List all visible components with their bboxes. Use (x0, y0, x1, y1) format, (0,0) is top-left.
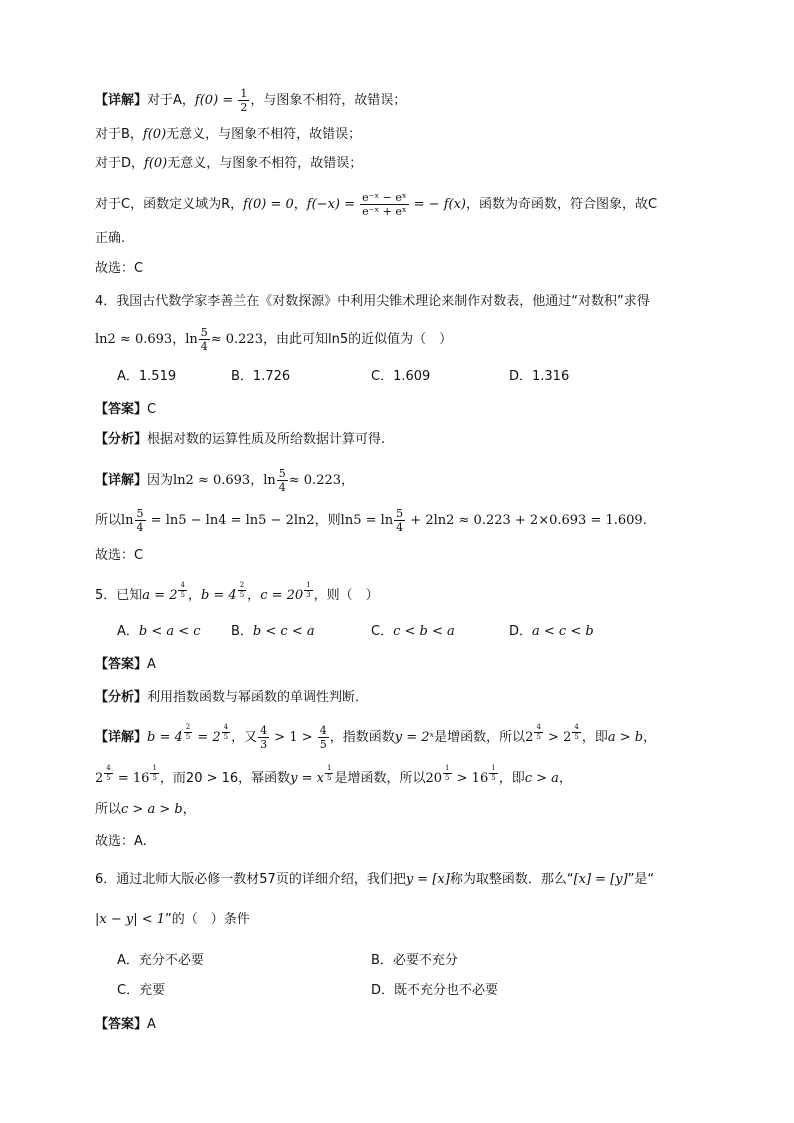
detail-tag: 【详解】 (95, 93, 148, 108)
q3-detail-a: 【详解】对于A，f(0) = $\frac{1}{2}$ ，与图象不相符，故错误； (95, 87, 407, 114)
q4-stem-line2: ln2 ≈ 0.693，ln $\frac{5}{4}$ ≈ 0.223，由此可知ln5的近似值为（ ） (95, 326, 453, 353)
fraction-five-fourths: $\frac{5}{4}$ (200, 326, 208, 353)
q5-option-c[interactable]: C．c < b < a (371, 624, 455, 639)
q3-answer-line: 故选：C (95, 261, 144, 276)
q5-detail-line1: 【详解】b = 4 $^{\frac{2}{5}}$ = 2 $^{\frac{4}{5}}$ ，又 $\frac{4}{3}$ > 1 > $\frac{4}{5}$ ，指数函数y = 2ˣ是增函数，所以2 $^{\frac{4}{5}}$ > 2 $^{\frac{4}{5}}$ ，即a > b， (95, 723, 657, 751)
q5-detail-line2: 2 $^{\frac{4}{5}}$ = 16 $^{\frac{1}{5}}$ ，而20 > 16，幂函数y = x $^{\frac{1}{5}}$ 是增函数，所以20 $^{\frac{1}{5}}$ > 16 $^{\frac{1}{5}}$ ，即c > a， (95, 764, 572, 786)
q6-stem-line1: 6．通过北师大版必修一教材57页的详细介绍，我们把y = [x]称为取整函数．那么“[x] = [y]”是“ (95, 872, 655, 887)
fraction-one-half: $\frac{1}{2}$ (240, 87, 248, 114)
q6-stem-line2: |x − y| < 1”的（ ）条件 (95, 912, 250, 927)
q5-option-d[interactable]: D．a < c < b (509, 624, 594, 639)
q3-detail-c: 对于C，函数定义域为R，f(0) = 0，f(−x) = $\frac{\text{e⁻ˣ − eˣ}}{\text{e⁻ˣ + eˣ}}$ = − f(x)，函数为奇函数，符合图象，故C (95, 191, 658, 218)
odd-fraction: $\frac{\text{e⁻ˣ − eˣ}}{\text{e⁻ˣ + eˣ}}$ (362, 191, 407, 218)
q5-stem: 5．已知a = 2 $^{\frac{4}{5}}$ ，b = 4 $^{\frac{2}{5}}$ ，c = 20 $^{\frac{1}{3}}$ ，则（ ） (95, 581, 379, 603)
q4-detail-line1: 【详解】因为ln2 ≈ 0.693，ln $\frac{5}{4}$ ≈ 0.223， (95, 467, 355, 494)
q5-analysis: 【分析】利用指数函数与幂函数的单调性判断． (95, 690, 369, 705)
q4-option-a[interactable]: A．1.519 (117, 369, 177, 384)
q4-option-c[interactable]: C．1.609 (371, 369, 431, 384)
q5-option-a[interactable]: A．b < a < c (117, 624, 201, 639)
q6-option-d[interactable]: D．既不充分也不必要 (371, 983, 499, 998)
q4-option-d[interactable]: D．1.316 (509, 369, 570, 384)
q4-answer-line: 故选：C (95, 548, 144, 563)
q4-stem-line1: 4．我国古代数学家李善兰在《对数探源》中利用尖锥术理论来制作对数表，他通过“对数积”求得 (95, 294, 650, 309)
q3-detail-d: 对于D，f(0)无意义，与图象不相符，故错误； (95, 156, 363, 171)
q5-answer: 【答案】A (95, 657, 156, 672)
q3-detail-c-line2: 正确. (95, 231, 126, 246)
q5-detail-line3: 所以c > a > b， (95, 802, 196, 817)
q6-option-a[interactable]: A．充分不必要 (117, 953, 204, 968)
q6-option-c[interactable]: C．充要 (117, 983, 166, 998)
q5-option-b[interactable]: B．b < c < a (231, 624, 315, 639)
q4-answer: 【答案】C (95, 402, 157, 417)
q6-option-b[interactable]: B．必要不充分 (371, 953, 458, 968)
q3-detail-b: 对于B，f(0)无意义，与图象不相符，故错误； (95, 127, 362, 142)
q4-detail-line2: 所以ln $\frac{5}{4}$ = ln5 − ln4 = ln5 − 2ln2，则ln5 = ln $\frac{5}{4}$ + 2ln2 ≈ 0.223 + 2×0.693 = 1.609. (95, 507, 647, 534)
q4-option-b[interactable]: B．1.726 (231, 369, 291, 384)
q4-analysis: 【分析】根据对数的运算性质及所给数据计算可得. (95, 432, 386, 447)
q5-answer-line: 故选：A. (95, 834, 147, 849)
q6-answer: 【答案】A (95, 1017, 156, 1032)
